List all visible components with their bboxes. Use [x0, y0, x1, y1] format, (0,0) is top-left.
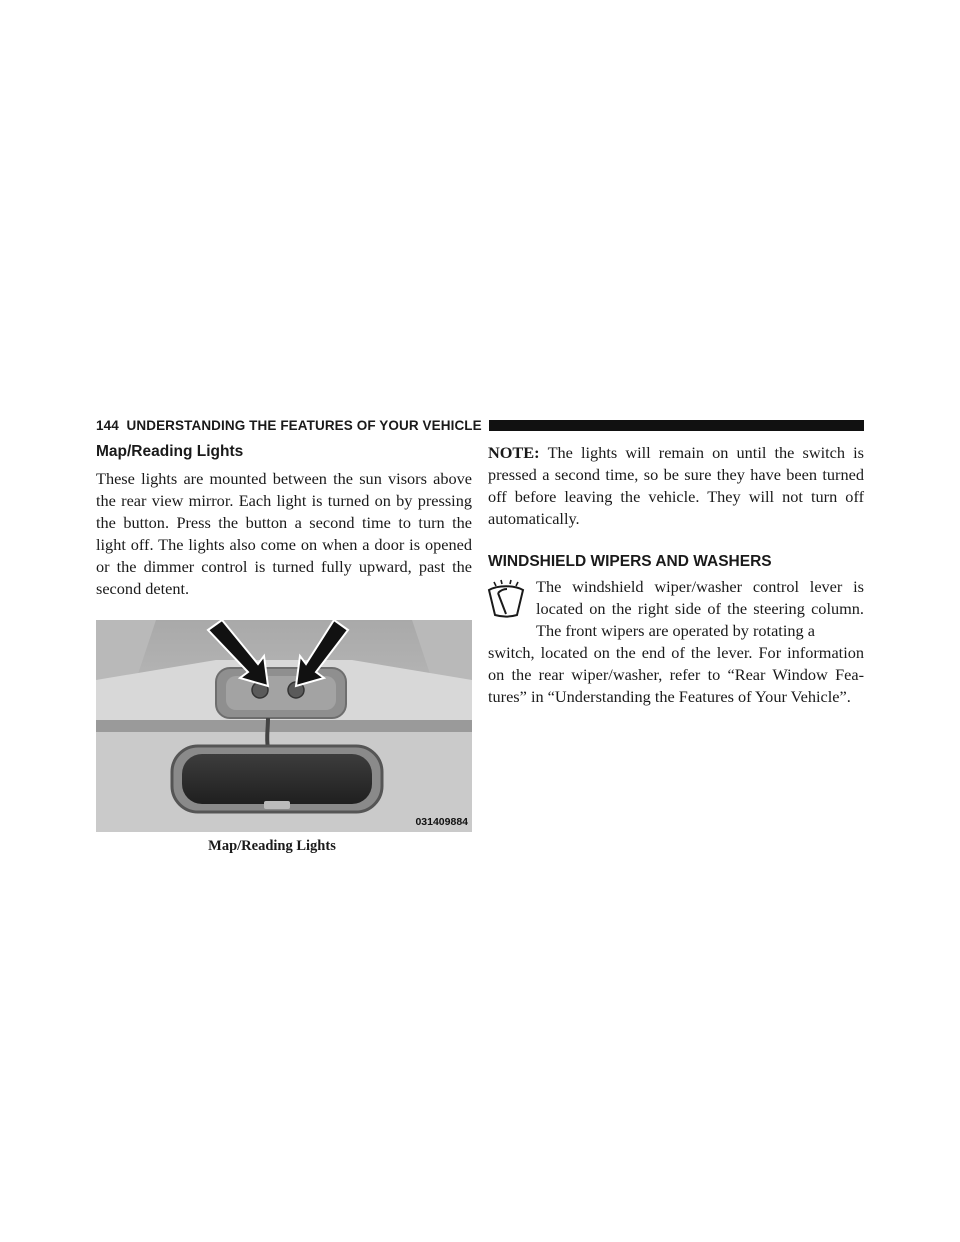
map-reading-lights-heading: Map/Reading Lights	[96, 443, 244, 460]
wiper-section-body	[488, 576, 864, 708]
overhead-console-illustration	[96, 620, 472, 832]
windshield-wipers-heading: WINDSHIELD WIPERS AND WASHERS	[488, 553, 772, 570]
note-text: The lights will remain on until the switch is pressed a second time, so be sure they have been turned off before leaving the vehicle. They will not turn off automatically.	[488, 443, 864, 528]
windshield-wiper-icon	[484, 578, 528, 622]
figure-caption: Map/Reading Lights	[208, 838, 336, 854]
running-header	[96, 416, 864, 434]
header-rule	[489, 420, 864, 431]
wiper-paragraph-indented: The windshield wiper/washer control lever is located on the right side of the steering column. The front wipers are operated by rotating a	[536, 577, 864, 640]
wiper-paragraph-rest: switch, located on the end of the lever. For information on the rear wiper/washer, refer to “Rear Window Fea-tures” in “Understanding the Features of Your Vehicle”.	[488, 643, 864, 706]
map-reading-lights-paragraph: These lights are mounted between the sun visors above the rear view mirror. Each light is turned on by pressing the button. Press the button a second time to turn the light off. The lights also come on when a door is opened or the dimmer control is turned fully upward, past the second detent.	[96, 469, 472, 598]
left-column	[96, 442, 472, 855]
note-label: NOTE:	[488, 443, 540, 462]
figure-code: 031409884	[415, 816, 468, 828]
note-paragraph	[488, 442, 864, 530]
page-number-and-title: 144 UNDERSTANDING THE FEATURES OF YOUR VEHICLE	[96, 417, 482, 433]
map-reading-lights-figure	[96, 620, 472, 832]
right-column	[488, 442, 864, 708]
